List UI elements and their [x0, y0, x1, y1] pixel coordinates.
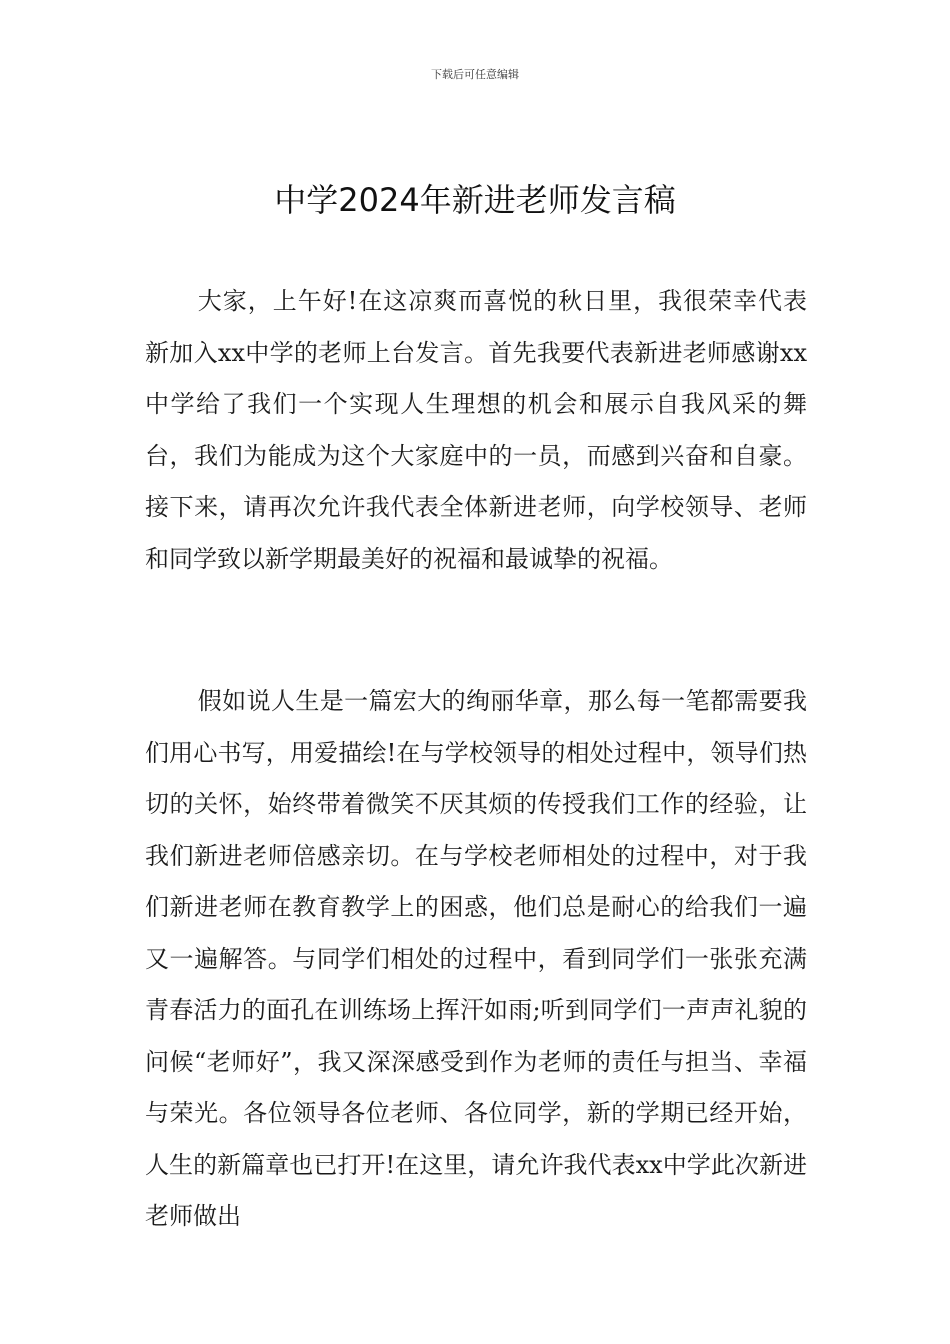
document-title: 中学2024年新进老师发言稿: [274, 181, 676, 219]
page-header-note: 下载后可任意编辑: [431, 68, 519, 81]
paragraph-2-block: [145, 676, 807, 1243]
paragraph-1-block: [145, 276, 807, 585]
paragraph-2: 假如说人生是一篇宏大的绚丽华章，那么每一笔都需要我们用心书写，用爱描绘!在与学校领导的相处过程中，领导们热切的关怀，始终带着微笑不厌其烦的传授我们工作的经验，让我们新进老师倍感亲切。在与学校老师相处的过程中，对于我们新进老师在教育教学上的困惑，他们总是耐心的给我们一遍又一遍解答。与同学们相处的过程中，看到同学们一张张充满青春活力的面孔在训练场上挥汗如雨;听到同学们一声声礼貌的问候“老师好”，我又深深感受到作为老师的责任与担当、幸福与荣光。各位领导各位老师、各位同学，新的学期已经开始，人生的新篇章也已打开!在这里，请允许我代表xx中学此次新进老师做出: [145, 687, 807, 1230]
paragraph-1: 大家，上午好!在这凉爽而喜悦的秋日里，我很荣幸代表新加入xx中学的老师上台发言。首先我要代表新进老师感谢xx中学给了我们一个实现人生理想的机会和展示自我风采的舞台，我们为能成为这个大家庭中的一员，而感到兴奋和自豪。接下来，请再次允许我代表全体新进老师，向学校领导、老师和同学致以新学期最美好的祝福和最诚挚的祝福。: [145, 287, 807, 573]
